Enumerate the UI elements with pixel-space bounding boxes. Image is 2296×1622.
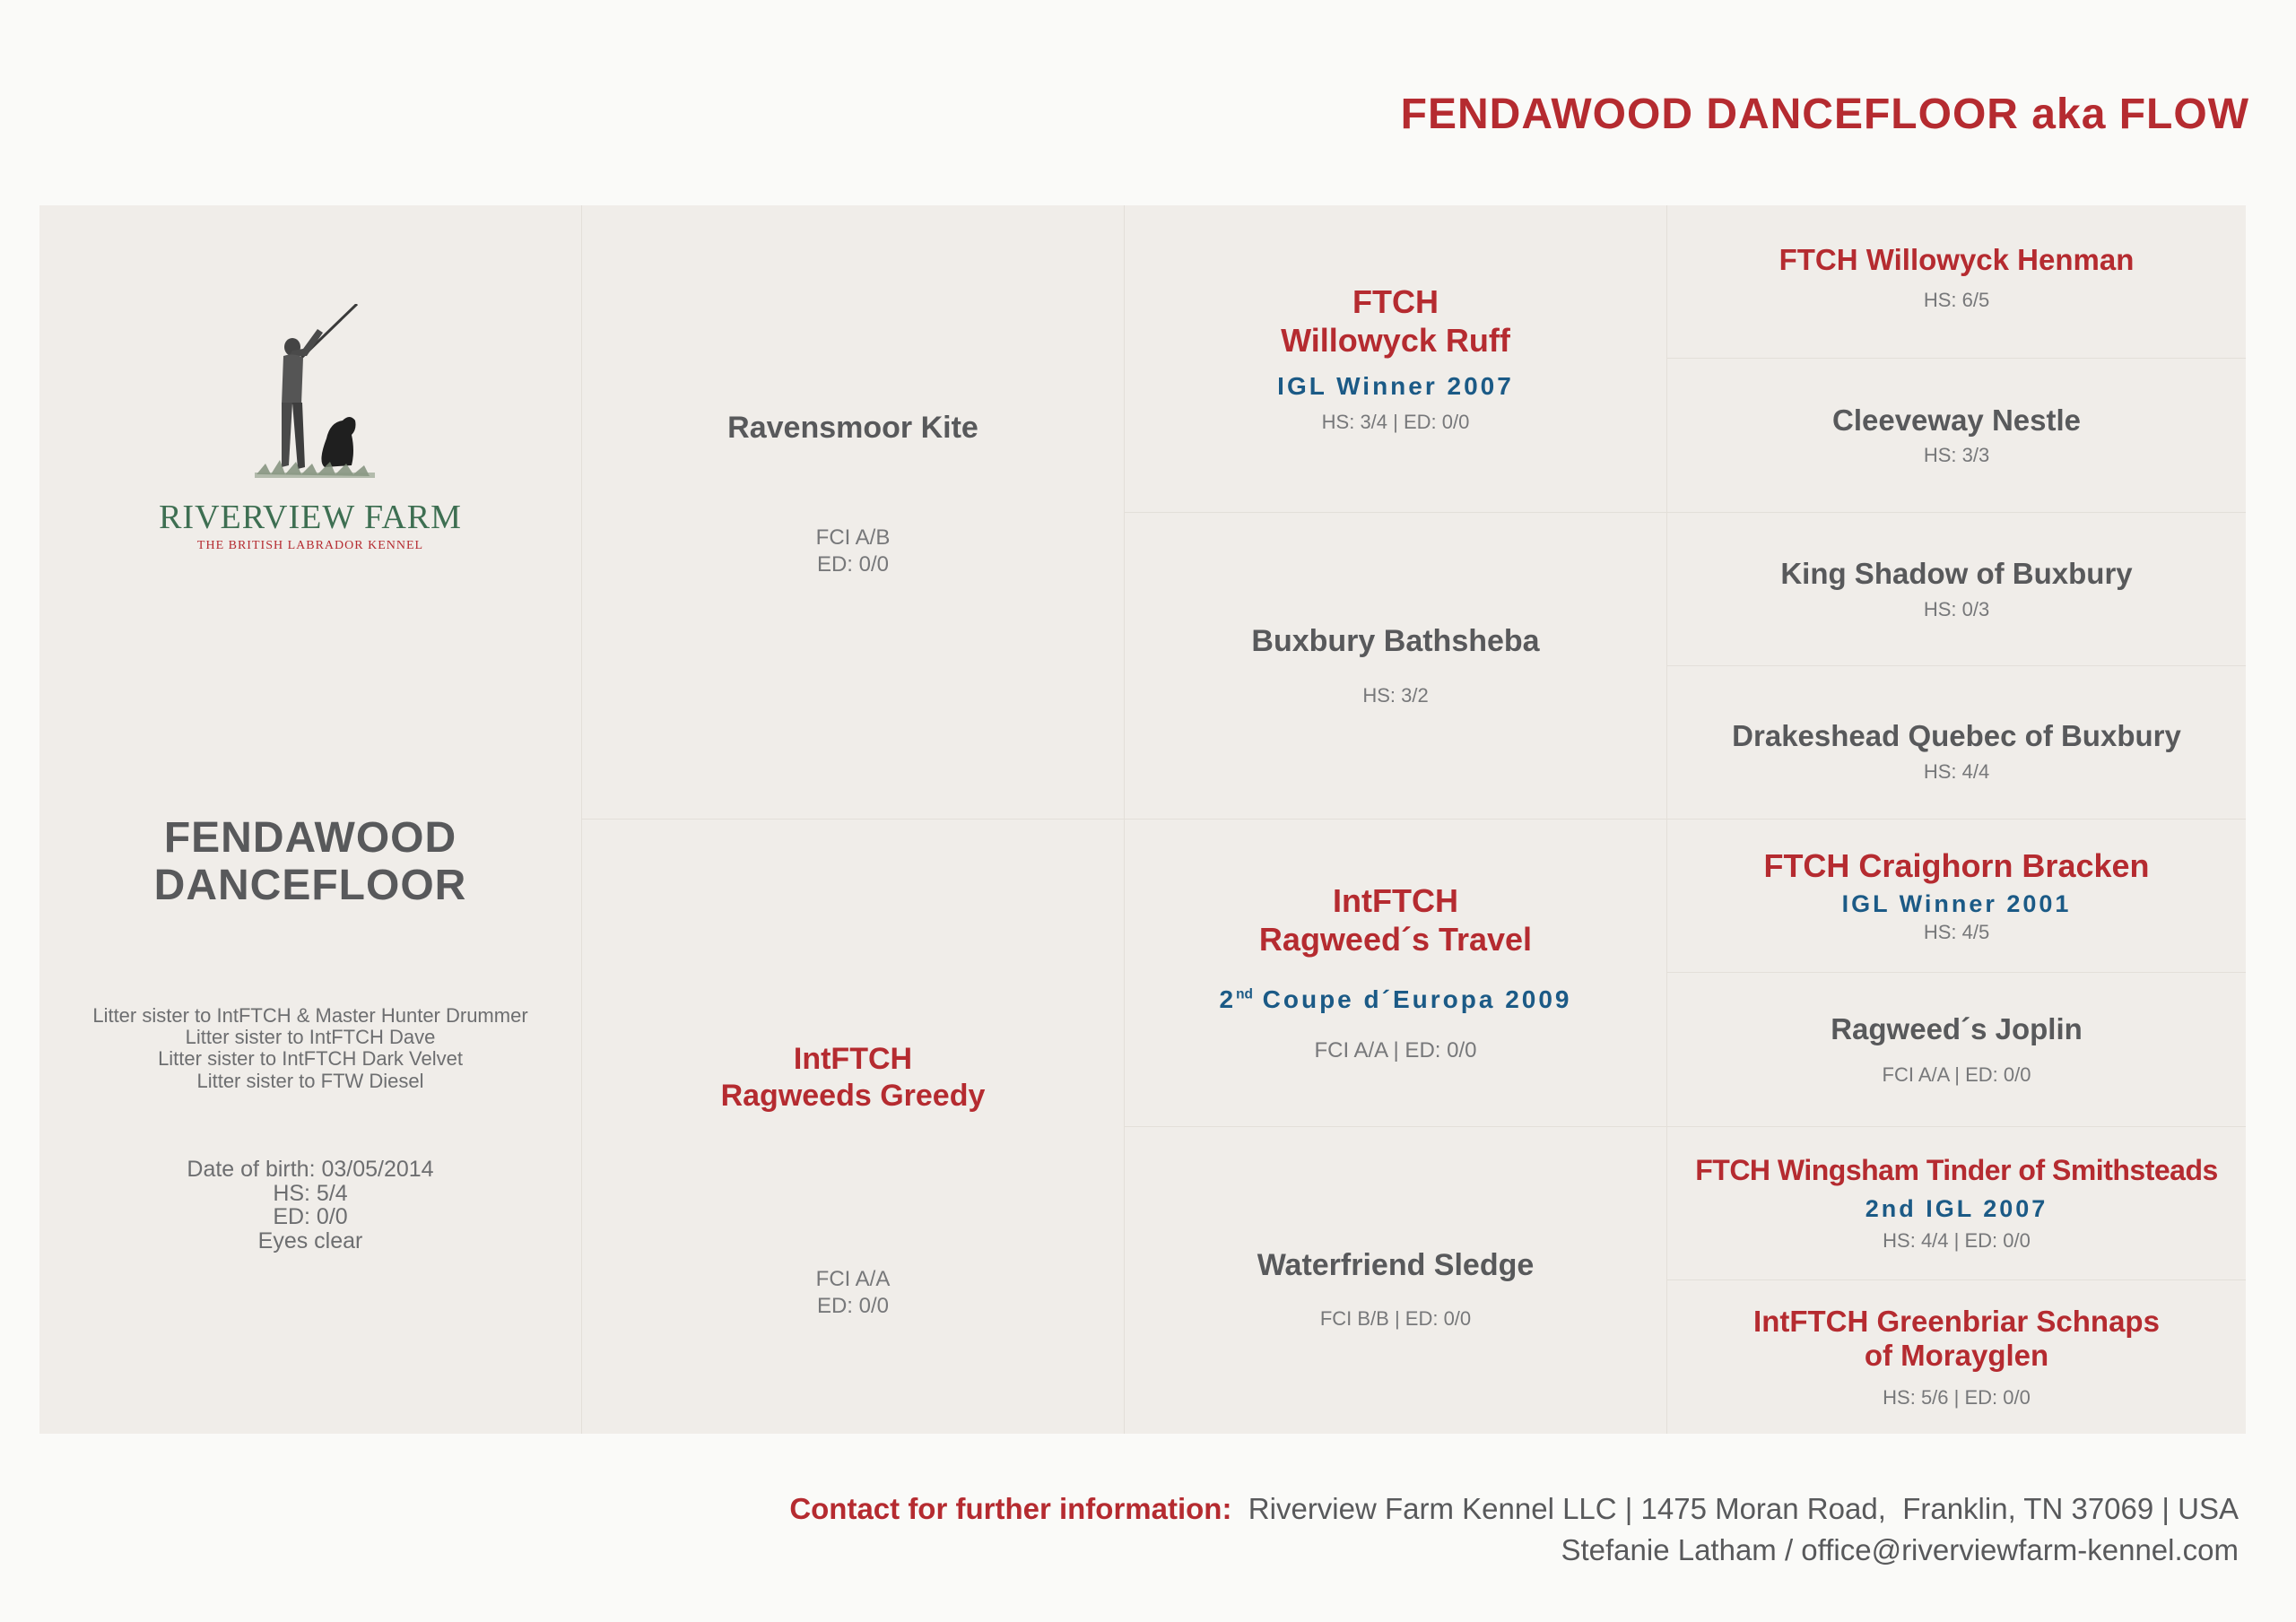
great-health: HS: 6/5 <box>1923 289 1990 312</box>
eye-status: Eyes clear <box>257 1227 363 1253</box>
dam-sire-title: IntFTCH <box>1333 881 1458 919</box>
award-ordinal: nd <box>1236 986 1253 1002</box>
dam-sire-cell <box>1125 820 1667 1127</box>
great-grandparent-3 <box>1667 513 2246 666</box>
dam-sire-name-text: Ragweed´s Travel <box>1258 920 1533 958</box>
sire-sire-name <box>1281 282 1510 360</box>
contact-line-2: Stefanie Latham / office@riverviewfarm-kennel.com <box>1561 1533 2239 1566</box>
sire-sire-title: FTCH <box>1352 282 1439 320</box>
dog-name-line1: FENDAWOOD <box>163 814 457 862</box>
dam-sire-health: FCI A/A | ED: 0/0 <box>1314 1037 1477 1063</box>
dog-name <box>39 815 581 910</box>
great-name: Ragweed´s Joplin <box>1831 1011 2083 1045</box>
elbow-score: ED: 0/0 <box>273 1204 348 1229</box>
contact-address: Riverview Farm Kennel LLC | 1475 Moran Road, Franklin, TN 37069 | USA <box>1248 1492 2239 1525</box>
great-grandparent-8 <box>1667 1280 2246 1434</box>
great-name: Cleeveway Nestle <box>1831 403 2081 437</box>
great-name: FTCH Willowyck Henman <box>1779 242 2135 276</box>
sire-sire-cell <box>1125 205 1667 513</box>
great-name: King Shadow of Buxbury <box>1780 557 2133 591</box>
pedigree-table <box>39 205 2246 1434</box>
logo-name: RIVERVIEW FARM <box>159 499 462 536</box>
great-health: HS: 0/3 <box>1923 597 1990 620</box>
contact-line-1 <box>789 1488 2239 1530</box>
hunter-with-dog-icon <box>230 304 391 492</box>
great-grandparent-4 <box>1667 666 2246 820</box>
sire-sire-award: IGL Winner 2007 <box>1277 372 1514 401</box>
dam-dam-name: Waterfriend Sledge <box>1257 1247 1535 1282</box>
dam-sire-award <box>1219 985 1571 1014</box>
litter-note: Litter sister to IntFTCH Dave <box>185 1026 436 1049</box>
dam-health-line: ED: 0/0 <box>816 1294 890 1319</box>
great-award: 2nd IGL 2007 <box>1865 1194 2048 1222</box>
great-health: HS: 4/4 <box>1923 759 1990 783</box>
sire-sire-health: HS: 3/4 | ED: 0/0 <box>1321 411 1470 434</box>
sire-health-line: FCI A/B <box>815 525 891 551</box>
great-name <box>1753 1305 2160 1373</box>
page-title: FENDAWOOD DANCEFLOOR aka FLOW <box>1400 91 2249 138</box>
great-grandparent-2 <box>1667 359 2246 512</box>
dog-details <box>39 1158 581 1253</box>
great-award: IGL Winner 2001 <box>1841 890 2072 918</box>
great-name: FTCH Craighorn Bracken <box>1763 847 2150 885</box>
dog-name-line2: DANCEFLOOR <box>153 861 467 909</box>
great-name: Drakeshead Quebec of Buxbury <box>1732 719 2181 753</box>
award-text: Coupe d´Europa 2009 <box>1252 984 1572 1013</box>
dam-name <box>721 1041 986 1115</box>
date-of-birth: Date of birth: 03/05/2014 <box>187 1157 434 1182</box>
sire-cell <box>582 205 1125 820</box>
great-name-line: of Morayglen <box>1864 1338 2049 1372</box>
great-name-line: IntFTCH Greenbriar Schnaps <box>1753 1304 2160 1338</box>
sire-name: Ravensmoor Kite <box>727 410 978 445</box>
litter-note: Litter sister to IntFTCH Dark Velvet <box>158 1047 463 1071</box>
dam-dam-cell <box>1125 1127 1667 1435</box>
contact-label: Contact for further information: <box>789 1492 1232 1525</box>
hip-score: HS: 5/4 <box>273 1180 348 1206</box>
sire-health-line: ED: 0/0 <box>816 552 890 577</box>
sire-sire-name-text: Willowyck Ruff <box>1281 322 1510 359</box>
litter-notes <box>39 1005 581 1092</box>
great-health: HS: 4/4 | ED: 0/0 <box>1883 1228 2031 1252</box>
sire-health <box>816 525 891 578</box>
dam-title: IntFTCH <box>793 1041 913 1076</box>
great-health: HS: 3/3 <box>1923 444 1990 467</box>
great-health: HS: 4/5 <box>1923 921 1990 944</box>
great-name: FTCH Wingsham Tinder of Smithsteads <box>1695 1154 2218 1187</box>
sire-dam-health: HS: 3/2 <box>1362 683 1429 707</box>
great-grandparent-7 <box>1667 1127 2246 1280</box>
great-grandparent-1 <box>1667 205 2246 359</box>
kennel-logo <box>39 304 581 553</box>
dam-dam-health: FCI B/B | ED: 0/0 <box>1319 1307 1472 1331</box>
sire-dam-cell <box>1125 513 1667 820</box>
litter-note: Litter sister to IntFTCH & Master Hunter Drummer <box>92 1004 528 1027</box>
great-health: HS: 5/6 | ED: 0/0 <box>1883 1385 2031 1409</box>
litter-note: Litter sister to FTW Diesel <box>196 1069 424 1092</box>
great-health: FCI A/A | ED: 0/0 <box>1882 1063 2031 1087</box>
dam-cell <box>582 820 1125 1434</box>
logo-tagline: THE BRITISH LABRADOR KENNEL <box>196 539 424 552</box>
dam-health-line: FCI A/A <box>815 1267 891 1292</box>
dog-cell <box>39 205 582 1434</box>
dam-health <box>816 1266 891 1320</box>
dam-name-text: Ragweeds Greedy <box>720 1078 986 1113</box>
sire-dam-name: Buxbury Bathsheba <box>1251 624 1540 659</box>
dam-sire-name <box>1259 881 1532 958</box>
great-grandparent-5 <box>1667 820 2246 973</box>
contact-block <box>789 1488 2239 1571</box>
great-grandparent-6 <box>1667 973 2246 1126</box>
award-number: 2 <box>1219 984 1237 1013</box>
